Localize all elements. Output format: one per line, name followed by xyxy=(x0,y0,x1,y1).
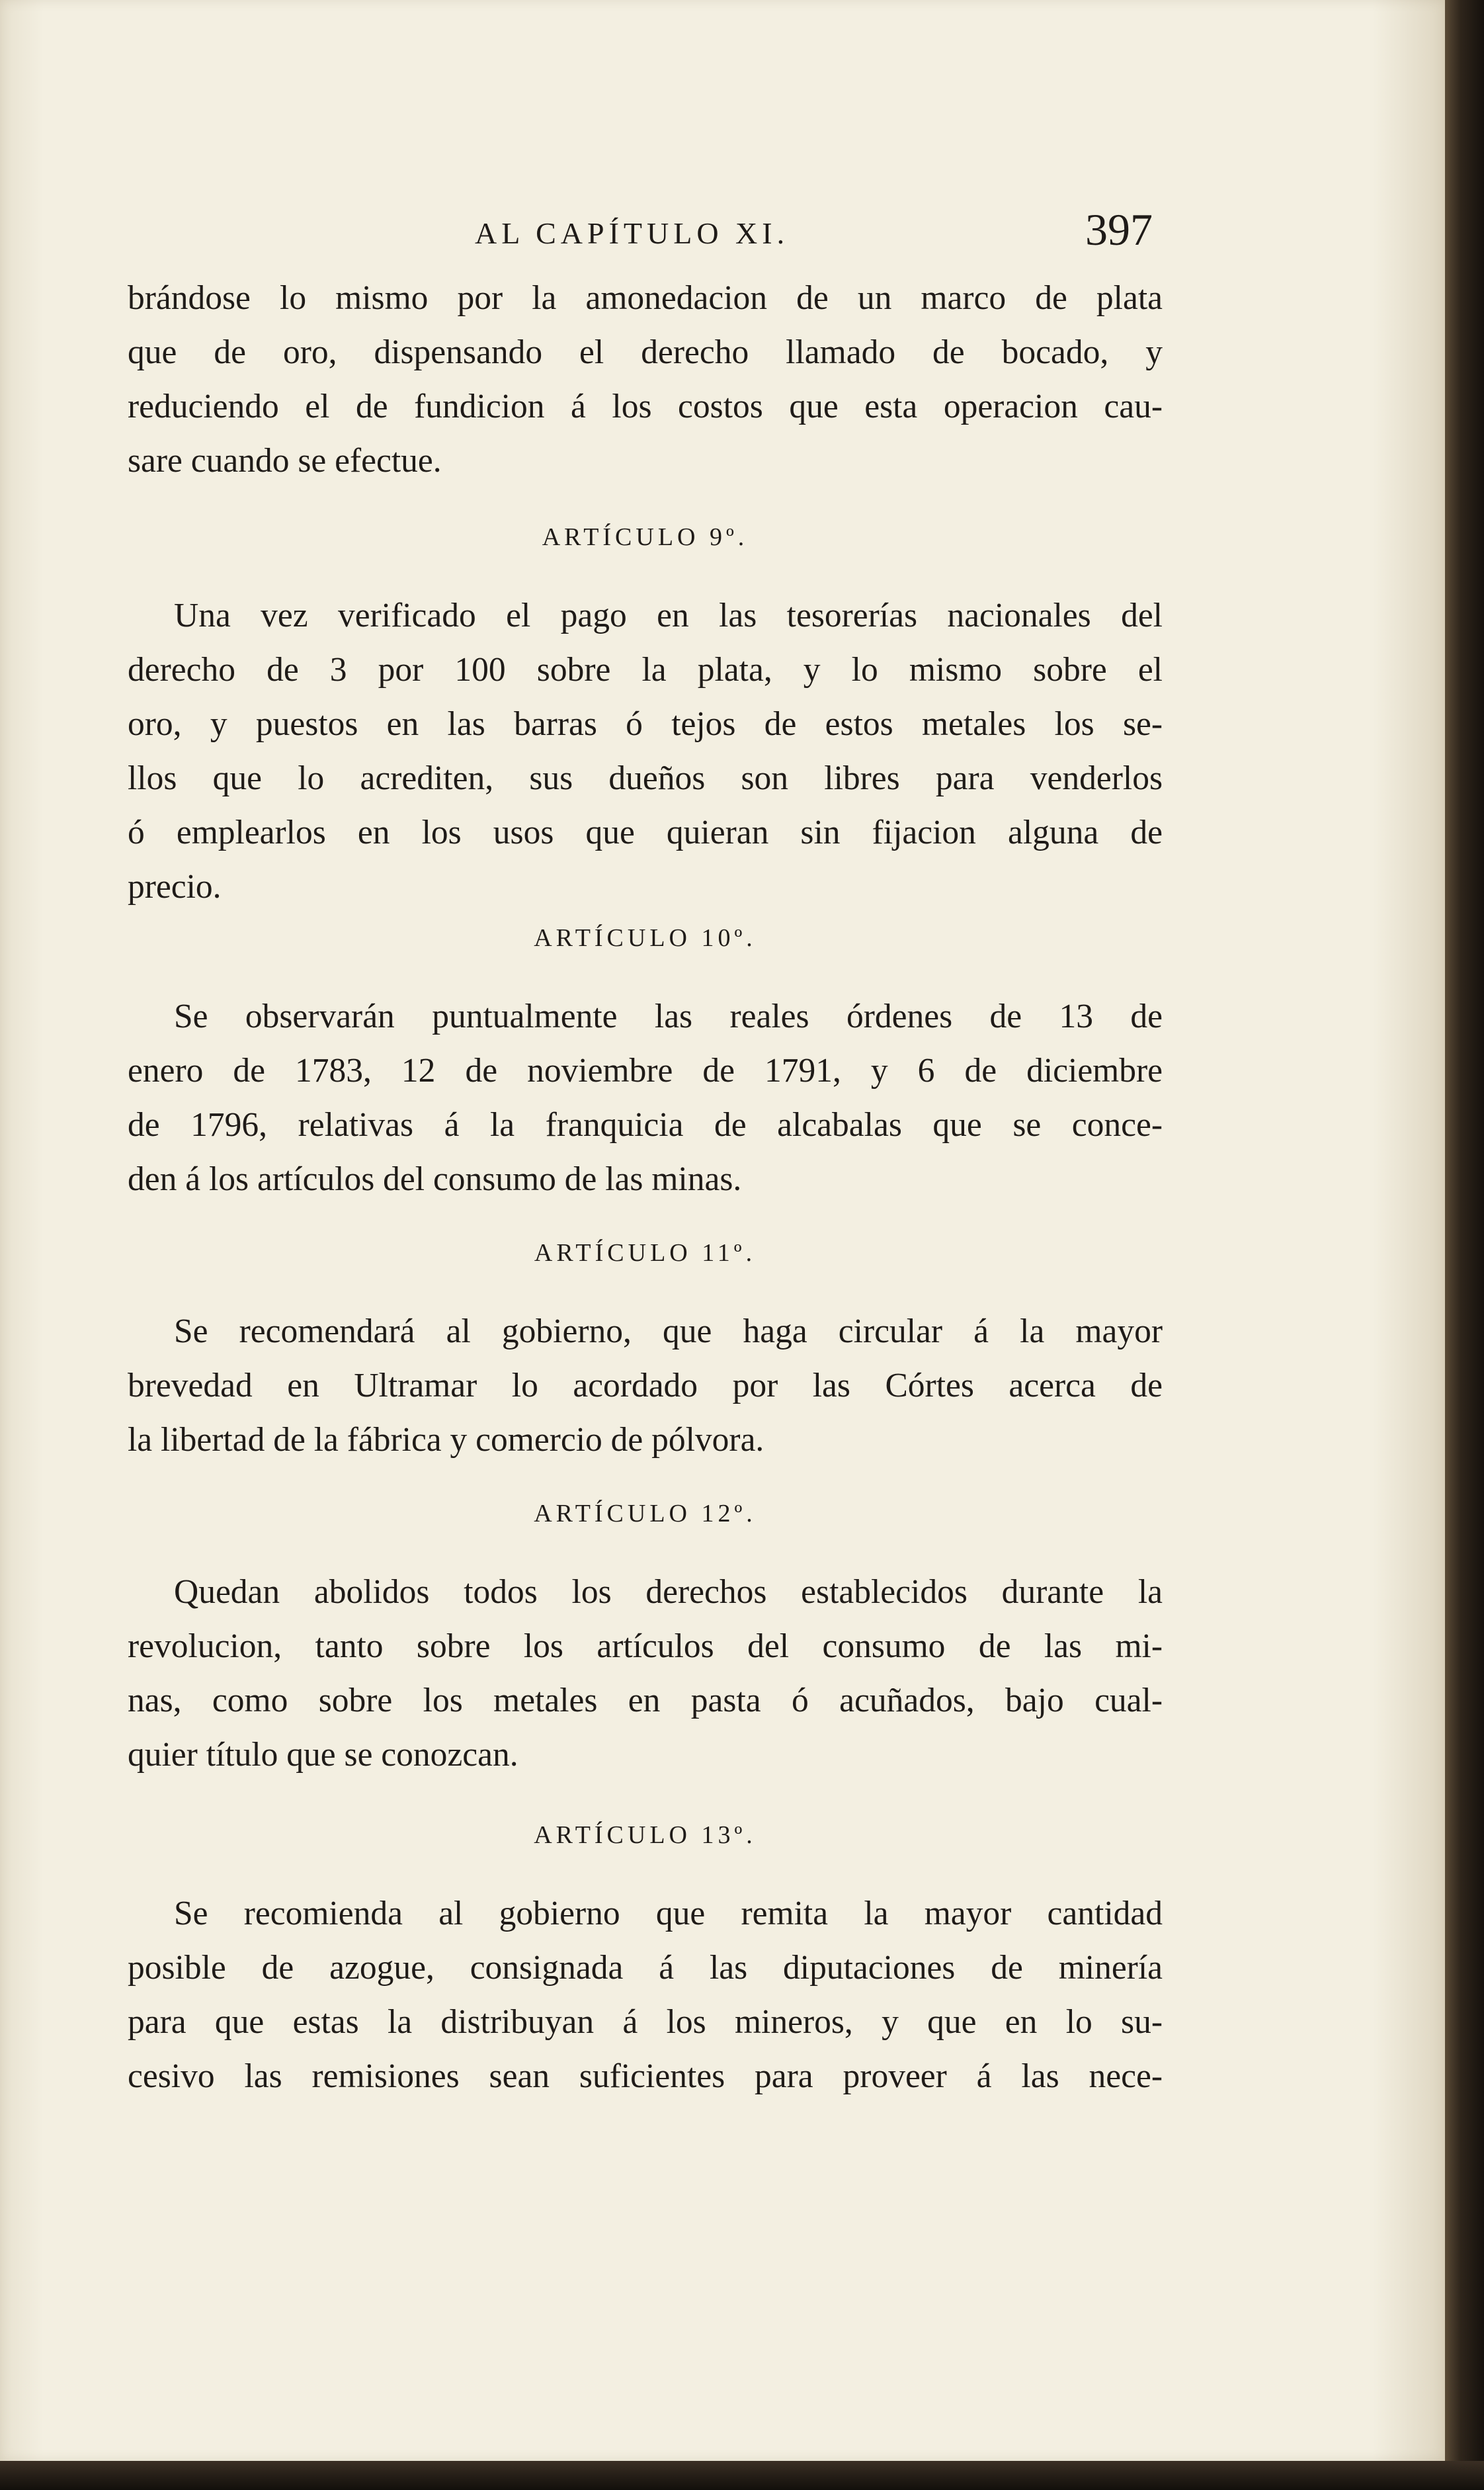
article-paragraph xyxy=(128,1887,1163,2104)
page-text-block xyxy=(128,198,1163,2104)
text-line: Se observarán puntualmente las reales órdenes de 13 de xyxy=(174,998,1163,1035)
article-heading: ARTÍCULO 12º. xyxy=(534,1500,757,1527)
article-paragraph xyxy=(128,1305,1163,1467)
article-paragraph xyxy=(128,1565,1163,1782)
continuation-paragraph xyxy=(128,271,1163,488)
text-line: precio. xyxy=(128,868,222,906)
article-heading: ARTÍCULO 13º. xyxy=(534,1821,757,1849)
book-spine-edge xyxy=(1445,0,1484,2490)
text-line: para que estas la distribuyan á los mineros, y que en lo su- xyxy=(128,2003,1163,2041)
text-line: oro, y puestos en las barras ó tejos de estos metales los se- xyxy=(128,705,1163,743)
text-line: reduciendo el de fundicion á los costos que esta operacion cau- xyxy=(128,388,1163,425)
running-title: AL CAPÍTULO XI. xyxy=(475,216,790,250)
text-line: revolucion, tanto sobre los artículos del consumo de las mi- xyxy=(128,1627,1163,1665)
text-line: den á los artículos del consumo de las minas. xyxy=(128,1160,742,1198)
text-line: derecho de 3 por 100 sobre la plata, y lo mismo sobre el xyxy=(128,651,1163,689)
text-line: nas, como sobre los metales en pasta ó acuñados, bajo cual- xyxy=(128,1682,1163,1719)
text-line: llos que lo acrediten, sus dueños son libres para venderlos xyxy=(128,759,1163,797)
article-heading: ARTÍCULO 10º. xyxy=(534,924,757,952)
text-line: posible de azogue, consignada á las diputaciones de minería xyxy=(128,1949,1163,1987)
text-line: brevedad en Ultramar lo acordado por las Córtes acerca de xyxy=(128,1367,1163,1404)
text-line: quier título que se conozcan. xyxy=(128,1736,518,1774)
article-heading: ARTÍCULO 9º. xyxy=(542,523,749,551)
text-line: enero de 1783, 12 de noviembre de 1791, y 6 de diciembre xyxy=(128,1052,1163,1090)
article-paragraph xyxy=(128,589,1163,914)
text-line: brándose lo mismo por la amonedacion de un marco de plata xyxy=(128,279,1163,317)
text-line: Se recomienda al gobierno que remita la mayor cantidad xyxy=(174,1895,1163,1932)
text-line: cesivo las remisiones sean suficientes para proveer á las nece- xyxy=(128,2057,1163,2095)
text-line: de 1796, relativas á la franquicia de alcabalas que se conce- xyxy=(128,1106,1163,1144)
page-number: 397 xyxy=(1085,204,1153,255)
text-line: que de oro, dispensando el derecho llamado de bocado, y xyxy=(128,333,1163,371)
article-heading: ARTÍCULO 11º. xyxy=(534,1239,757,1267)
text-line: Una vez verificado el pago en las tesorerías nacionales del xyxy=(174,597,1163,634)
text-line: Quedan abolidos todos los derechos establecidos durante la xyxy=(174,1573,1163,1611)
text-line: Se recomendará al gobierno, que haga circular á la mayor xyxy=(174,1312,1163,1350)
text-line: la libertad de la fábrica y comercio de pólvora. xyxy=(128,1421,764,1459)
article-paragraph xyxy=(128,990,1163,1207)
text-line: sare cuando se efectue. xyxy=(128,442,442,480)
running-head xyxy=(128,198,1163,271)
book-bottom-edge xyxy=(0,2461,1484,2490)
text-line: ó emplearlos en los usos que quieran sin fijacion alguna de xyxy=(128,814,1163,851)
